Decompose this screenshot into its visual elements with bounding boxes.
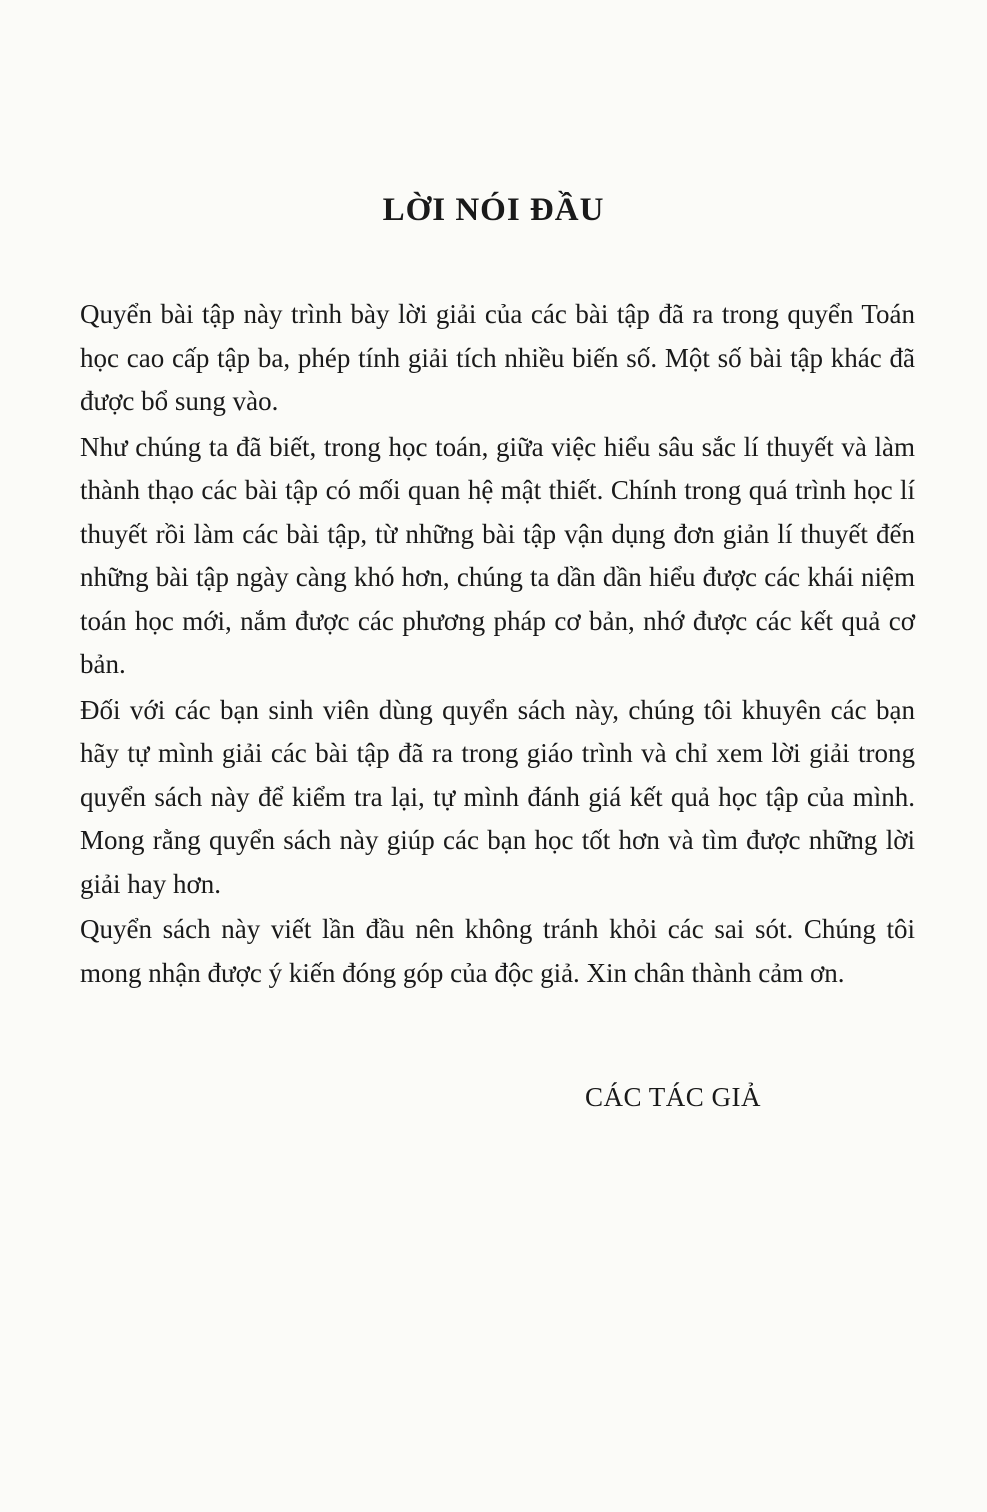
author-signature: CÁC TÁC GIẢ <box>585 1082 762 1112</box>
paragraph-3: Đối với các bạn sinh viên dùng quyển sách này, chúng tôi khuyên các bạn hãy tự mình giải các bài tập đã ra trong giáo trình và chỉ xem lời giải trong quyển sách này để kiểm tra lại, tự mình đánh giá kết quả học tập của mình. Mong rằng quyển sách này giúp các bạn học tốt hơn và tìm được những lời giải hay hơn. <box>80 694 915 899</box>
page-title: LỜI NÓI ĐẦU <box>382 192 605 228</box>
paragraph-2: Như chúng ta đã biết, trong học toán, giữa việc hiểu sâu sắc lí thuyết và làm thành thạo các bài tập có mối quan hệ mật thiết. Chính trong quá trình học lí thuyết rồi làm các bài tập, từ những bài tập vận dụng đơn giản lí thuyết đến những bài tập ngày càng khó hơn, chúng ta dần dần hiểu được các khái niệm toán học mới, nắm được các phương pháp cơ bản, nhớ được các kết quả cơ bản. <box>80 431 915 679</box>
preface-body <box>80 293 915 997</box>
paragraph-4: Quyển sách này viết lần đầu nên không tránh khỏi các sai sót. Chúng tôi mong nhận được ý kiến đóng góp của độc giả. Xin chân thành cảm ơn. <box>80 914 915 988</box>
paragraph-1: Quyển bài tập này trình bày lời giải của các bài tập đã ra trong quyển Toán học cao cấp tập ba, phép tính giải tích nhiều biến số. Một số bài tập khác đã được bổ sung vào. <box>80 299 915 416</box>
